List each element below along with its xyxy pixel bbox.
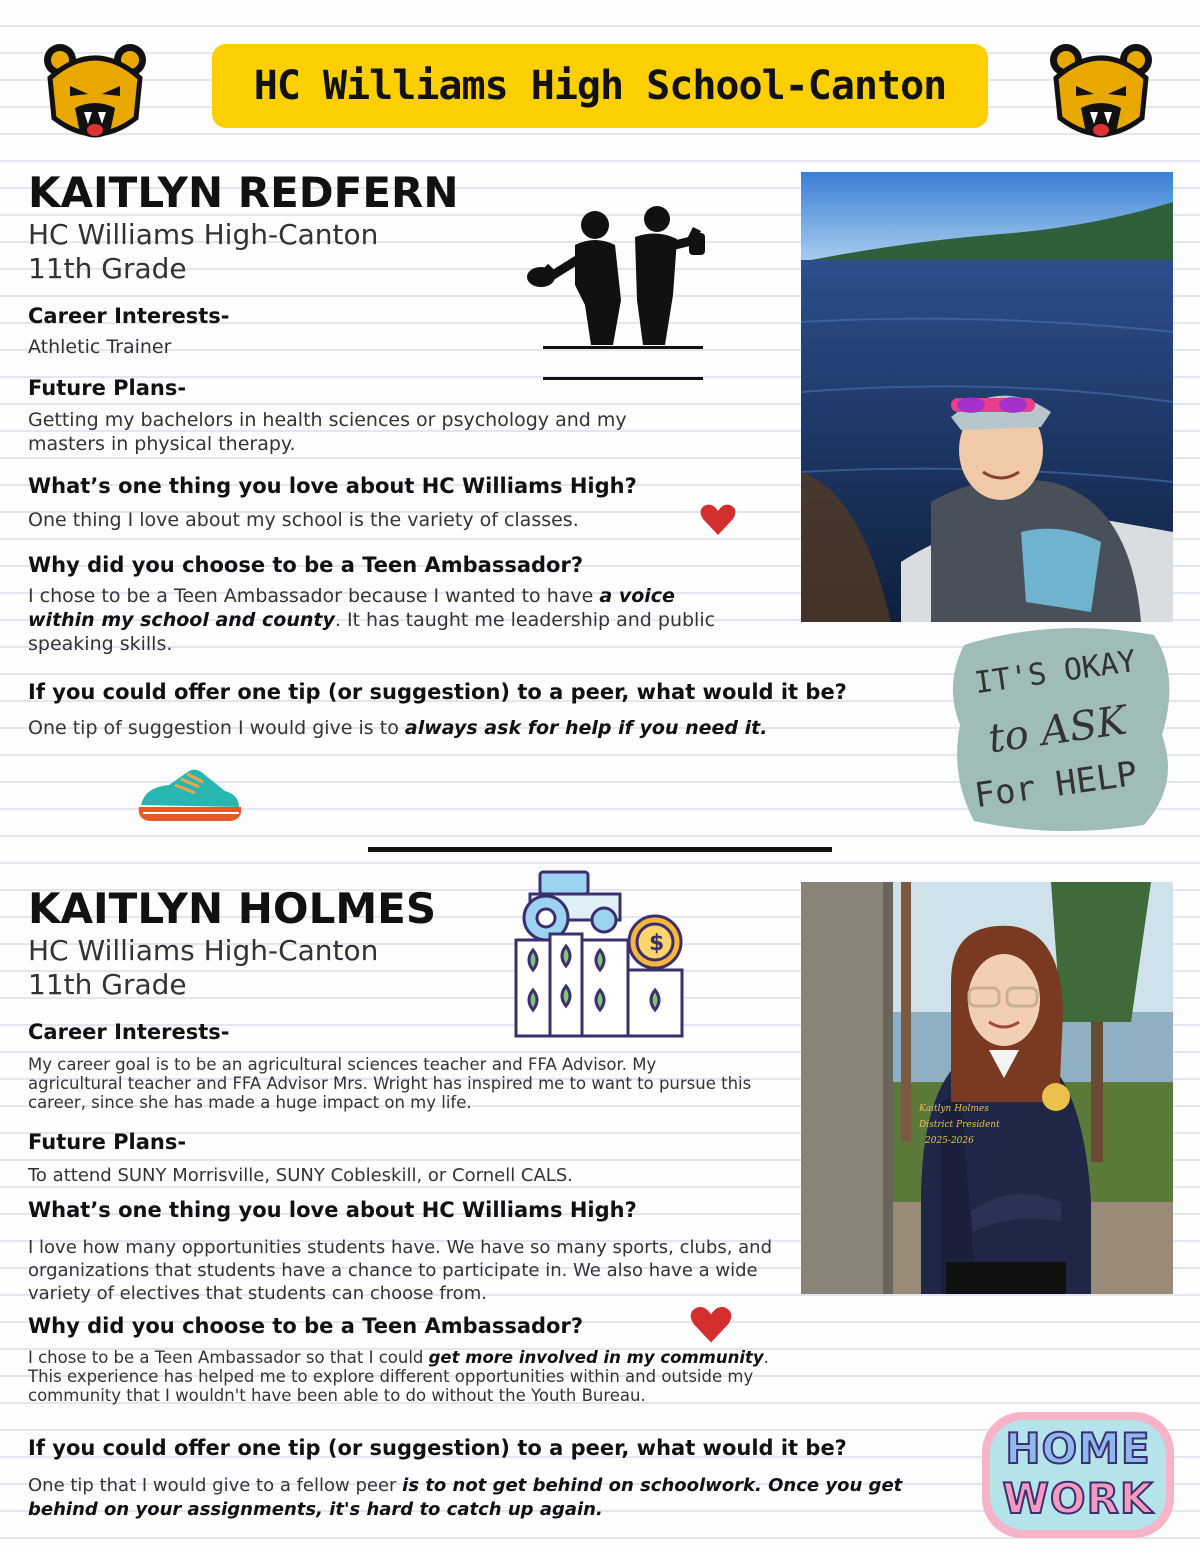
student1-school: HC Williams High-Canton [28,218,379,251]
sticker-line2: to ASK [985,697,1130,763]
student2-name: KAITLYN HOLMES [28,884,437,933]
student1-why-answer [28,584,728,656]
student1-tip-question: If you could offer one tip (or suggestion) to a peer, what would it be? [28,680,847,704]
student2-career-answer: My career goal is to be an agricultural sciences teacher and FFA Advisor. My agricultural teacher and FFA Advisor Mrs. Wright has inspired me to want to pursue this career, since she has made a huge impact on my life. [28,1055,752,1112]
student2-why-answer-part2: . This experience has helped me to explore different opportunities within and outside my community that I wouldn't have been able to do without the Youth Bureau. [28,1348,769,1405]
student2-tip-answer [28,1474,948,1522]
student2-why-answer-emphasis: get more involved in my community [428,1348,764,1367]
section-divider [368,847,832,852]
student1-tip-answer [28,716,828,740]
sticker-line1: IT'S OKAY [972,643,1139,702]
homework-line1: HOME [1005,1424,1151,1473]
student2-photo [801,882,1173,1294]
student2-tip-answer-part1: One tip that I would give to a fellow peer [28,1475,397,1496]
decorative-divider-short [543,377,703,380]
student1-photo [801,172,1173,622]
student1-future-answer: Getting my bachelors in health sciences or psychology and my masters in physical therapy. [28,409,627,455]
heart-icon [700,504,736,536]
bear-logo-right [1046,38,1156,148]
student1-career-answer: Athletic Trainer [28,336,172,358]
student2-why-answer [28,1348,798,1405]
student1-why-answer-part2: . It has taught me leadership and public speaking skills. [28,609,716,655]
student2-love-answer: I love how many opportunities students have. We have so many sports, clubs, and organizations that students have a chance to participate in. We also have a wide variety of electives that students can choose from. [28,1237,773,1304]
heart-icon [690,1306,732,1344]
student2-career-question: Career Interests- [28,1020,230,1044]
jacket-title: District President [919,1120,1000,1130]
student2-love-question: What’s one thing you love about HC Williams High? [28,1198,637,1222]
student1-why-answer-emphasis: a voice within my school and county [28,585,675,631]
student1-why-answer-part1: I chose to be a Teen Ambassador because I wanted to have [28,585,594,607]
ask-for-help-sticker [944,625,1176,835]
jacket-name: Kaitlyn Holmes [919,1104,989,1114]
student1-love-question: What’s one thing you love about HC Williams High? [28,474,637,498]
student1-grade: 11th Grade [28,252,187,285]
student2-future-answer: To attend SUNY Morrisville, SUNY Cobleskill, or Cornell CALS. [28,1165,573,1186]
student2-tip-answer-emphasis: is to not get behind on schoolwork. Once you get behind on your assignments, it's hard to catch up again. [28,1475,903,1520]
sticker-line3: For HELP [972,753,1140,817]
sneaker-icon [135,765,245,827]
bear-logo-left [40,38,150,148]
student2-why-question: Why did you choose to be a Teen Ambassador? [28,1314,584,1338]
student1-tip-answer-emphasis: always ask for help if you need it. [404,717,768,739]
svg-text:$: $ [649,931,665,956]
student1-future-question: Future Plans- [28,376,187,400]
agriculture-tractor-icon [510,866,690,1038]
student1-career-question: Career Interests- [28,304,230,328]
athletes-silhouette-icon [525,205,705,350]
student1-name: KAITLYN REDFERN [28,168,459,217]
student1-why-question: Why did you choose to be a Teen Ambassador? [28,553,584,577]
title-banner [212,44,988,128]
student2-grade: 11th Grade [28,968,187,1001]
student1-love-answer: One thing I love about my school is the variety of classes. [28,509,579,531]
student2-school: HC Williams High-Canton [28,934,379,967]
homework-sticker [980,1410,1176,1540]
page-title: HC Williams High School-Canton [253,63,947,109]
student2-tip-question: If you could offer one tip (or suggestion) to a peer, what would it be? [28,1436,847,1460]
jacket-year: 2025-2026 [925,1136,974,1146]
student1-tip-answer-part1: One tip of suggestion I would give is to [28,717,399,739]
homework-line2: WORK [1002,1474,1154,1523]
student2-future-question: Future Plans- [28,1130,187,1154]
student2-why-answer-part1: I chose to be a Teen Ambassador so that I could [28,1348,424,1367]
